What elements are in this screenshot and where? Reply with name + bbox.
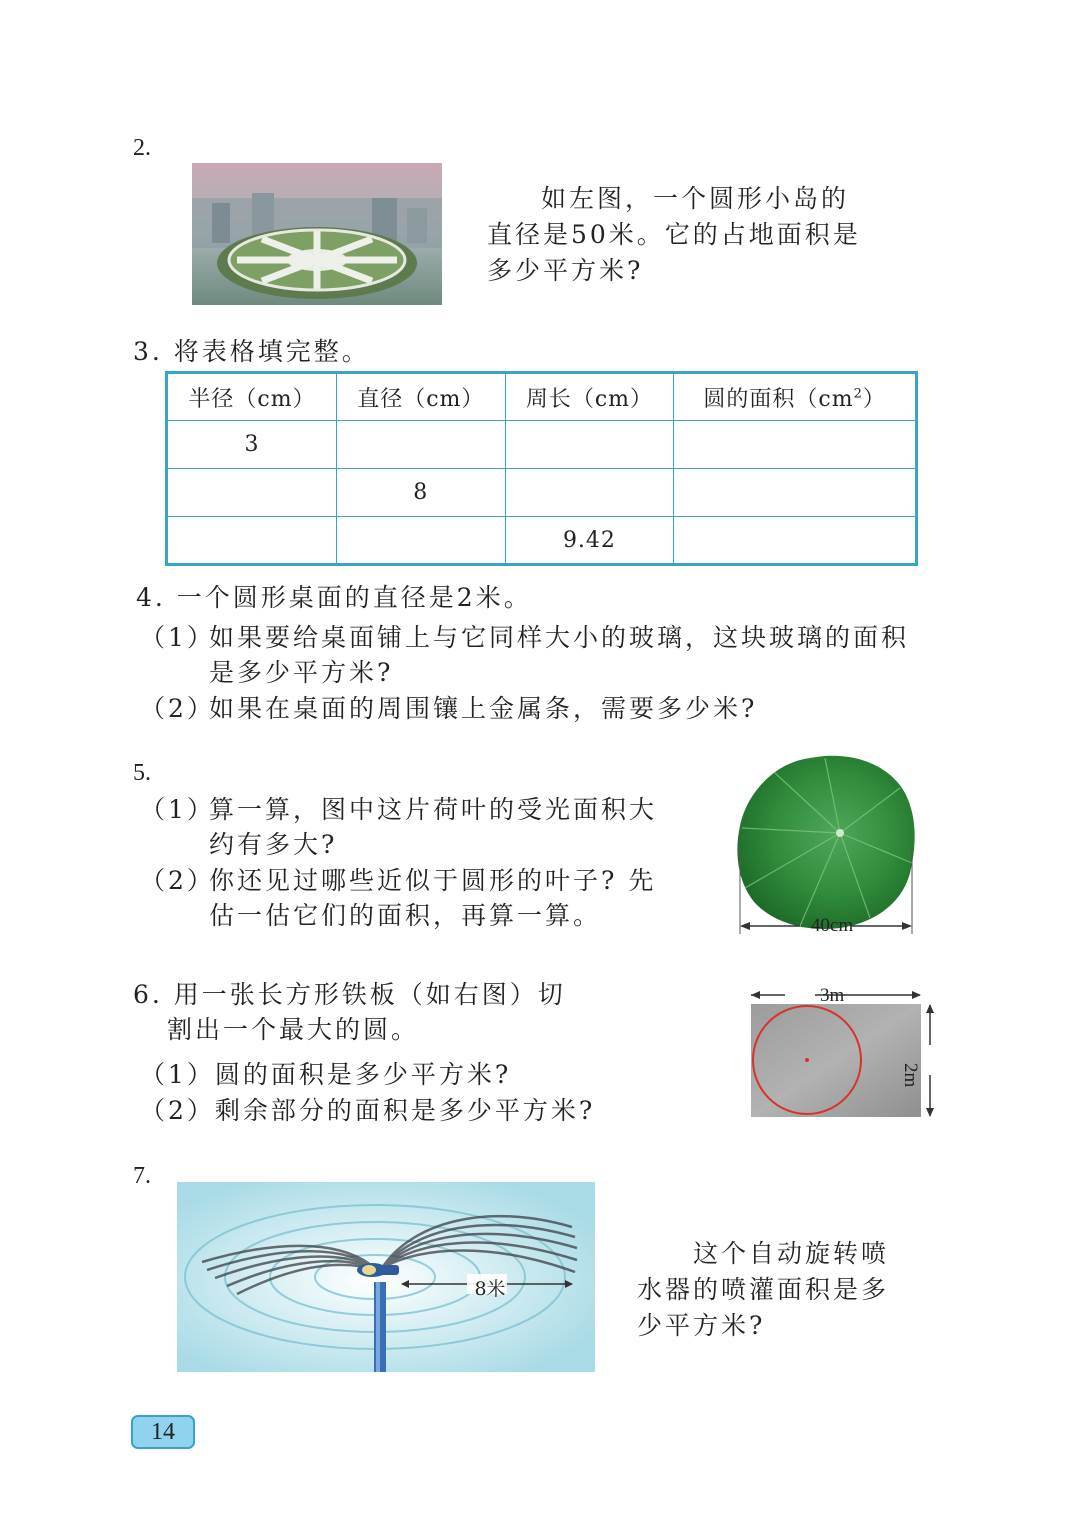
q6-part1: （1）圆的面积是多少平方米? (140, 1060, 512, 1089)
q6-part2: （2）剩余部分的面积是多少平方米? (140, 1096, 596, 1125)
iron-sheet (751, 1004, 921, 1117)
table-cell (167, 517, 337, 565)
q2-number: 2. (133, 135, 151, 161)
q4-part1-line1: 如果要给桌面铺上与它同样大小的玻璃，这块玻璃的面积 (209, 623, 910, 652)
table-cell (167, 469, 337, 517)
q2-text (487, 181, 861, 289)
q2-line-1: 如左图，一个圆形小岛的 (541, 184, 850, 213)
table-cell (505, 421, 674, 469)
q7-line-3: 少平方米? (637, 1311, 766, 1340)
sprinkler-figure (177, 1182, 595, 1372)
q5-part2-line1: 你还见过哪些近似于圆形的叶子? 先 (209, 866, 657, 895)
header-area-sup: 2 (853, 386, 863, 402)
q5-part1-label: （1） (140, 795, 215, 824)
table-row (167, 469, 917, 517)
sheet-width-label: 3m (820, 985, 845, 1006)
q3-title: 3. 将表格填完整。 (133, 337, 370, 366)
page-number: 14 (131, 1415, 195, 1449)
header-circumference: 周长（cm） (505, 373, 674, 421)
table-row (167, 421, 917, 469)
q5-number: 5. (133, 760, 151, 786)
q5-part2-line2: 估一估它们的面积，再算一算。 (209, 901, 602, 930)
table-header-row (167, 373, 917, 421)
q4-title: 4. 一个圆形桌面的直径是2米。 (136, 583, 532, 612)
leaf-dimension-label: 40cm (810, 915, 854, 936)
q7-line-1: 这个自动旋转喷 (693, 1239, 890, 1268)
q2-line-3: 多少平方米? (487, 256, 644, 285)
header-radius: 半径（cm） (167, 373, 337, 421)
q4-part2-line1: 如果在桌面的周围镶上金属条，需要多少米? (209, 694, 758, 723)
header-area-close: ） (862, 386, 886, 412)
table-cell: 8 (336, 469, 505, 517)
table-cell (674, 469, 917, 517)
lotus-leaf-figure (730, 748, 920, 940)
q5-part1-line2: 约有多大? (209, 830, 338, 859)
q6-line2: 割出一个最大的圆。 (167, 1015, 420, 1044)
fill-table (165, 371, 918, 566)
iron-sheet-figure (745, 985, 945, 1120)
lotus-leaf (737, 756, 914, 929)
table-cell (674, 517, 917, 565)
q7-text (637, 1236, 889, 1344)
q4-part1-line2: 是多少平方米? (209, 658, 394, 687)
sprinkler-radius-label: 8米 (474, 1278, 506, 1300)
table-cell (336, 517, 505, 565)
table-cell (674, 421, 917, 469)
q5-part1-line1: 算一算，图中这片荷叶的受光面积大 (209, 795, 658, 824)
q4-part2-label: （2） (140, 694, 215, 723)
q6-line1: 6. 用一张长方形铁板（如右图）切 (133, 980, 566, 1009)
q5-part2-label: （2） (140, 866, 215, 895)
table-cell: 3 (167, 421, 337, 469)
q4-part1-label: （1） (140, 623, 215, 652)
sheet-height-label: 2m (900, 1063, 921, 1088)
header-area-label: 圆的面积（cm (703, 386, 854, 412)
q2-line-2: 直径是50米。它的占地面积是 (487, 220, 861, 249)
table-row (167, 517, 917, 565)
table-cell (505, 469, 674, 517)
q7-line-2: 水器的喷灌面积是多 (637, 1275, 890, 1304)
q7-number: 7. (133, 1163, 151, 1189)
island-photo (192, 163, 442, 305)
header-diameter: 直径（cm） (336, 373, 505, 421)
table-cell: 9.42 (505, 517, 674, 565)
table-cell (336, 421, 505, 469)
header-area (674, 373, 917, 421)
